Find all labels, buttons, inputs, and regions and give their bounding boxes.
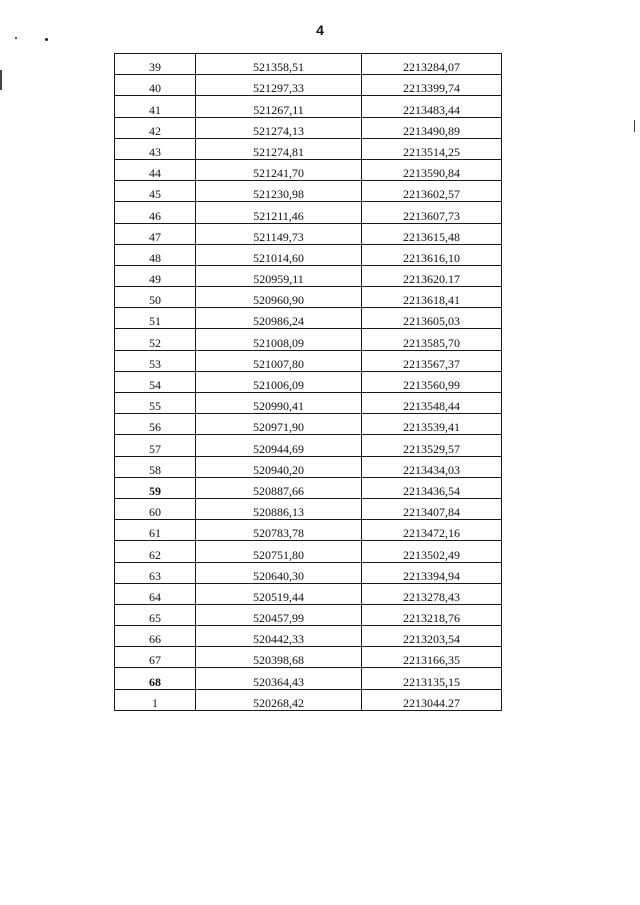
y-coordinate-cell: 2213616,10 <box>362 244 502 265</box>
point-id-cell: 67 <box>115 647 196 668</box>
table-row <box>115 54 502 75</box>
x-coordinate-cell: 520986,24 <box>196 308 362 329</box>
point-id-cell: 41 <box>115 96 196 117</box>
table-row <box>115 138 502 159</box>
table-row <box>115 308 502 329</box>
x-coordinate-cell: 520959,11 <box>196 265 362 286</box>
scan-speck <box>15 37 17 39</box>
y-coordinate-cell: 2213284,07 <box>362 54 502 75</box>
y-coordinate-cell: 2213620.17 <box>362 265 502 286</box>
point-id-cell: 49 <box>115 265 196 286</box>
table-row <box>115 96 502 117</box>
point-id-cell: 58 <box>115 456 196 477</box>
point-id-cell: 39 <box>115 54 196 75</box>
y-coordinate-cell: 2213605,03 <box>362 308 502 329</box>
point-id-cell: 54 <box>115 371 196 392</box>
y-coordinate-cell: 2213135,15 <box>362 668 502 689</box>
y-coordinate-cell: 2213483,44 <box>362 96 502 117</box>
x-coordinate-cell: 521149,73 <box>196 223 362 244</box>
table-row <box>115 626 502 647</box>
x-coordinate-cell: 520886,13 <box>196 498 362 519</box>
x-coordinate-cell: 521297,33 <box>196 75 362 96</box>
y-coordinate-cell: 2213539,41 <box>362 414 502 435</box>
point-id-cell: 56 <box>115 414 196 435</box>
y-coordinate-cell: 2213203,54 <box>362 626 502 647</box>
scan-edge-mark <box>0 70 2 90</box>
y-coordinate-cell: 2213602,57 <box>362 181 502 202</box>
point-id-cell: 45 <box>115 181 196 202</box>
x-coordinate-cell: 521211,46 <box>196 202 362 223</box>
x-coordinate-cell: 520457,99 <box>196 604 362 625</box>
x-coordinate-cell: 520887,66 <box>196 477 362 498</box>
table-row <box>115 604 502 625</box>
point-id-cell: 57 <box>115 435 196 456</box>
x-coordinate-cell: 521230,98 <box>196 181 362 202</box>
point-id-cell: 64 <box>115 583 196 604</box>
x-coordinate-cell: 520519,44 <box>196 583 362 604</box>
y-coordinate-cell: 2213560,99 <box>362 371 502 392</box>
point-id-cell: 42 <box>115 117 196 138</box>
y-coordinate-cell: 2213618,41 <box>362 287 502 308</box>
y-coordinate-cell: 2213590,84 <box>362 159 502 180</box>
point-id-cell: 43 <box>115 138 196 159</box>
y-coordinate-cell: 2213490,89 <box>362 117 502 138</box>
y-coordinate-cell: 2213278,43 <box>362 583 502 604</box>
x-coordinate-cell: 520783,78 <box>196 520 362 541</box>
table-row <box>115 159 502 180</box>
point-id-cell: 50 <box>115 287 196 308</box>
table-row <box>115 689 502 710</box>
y-coordinate-cell: 2213615,48 <box>362 223 502 244</box>
point-id-cell: 51 <box>115 308 196 329</box>
table-row <box>115 371 502 392</box>
point-id-cell: 62 <box>115 541 196 562</box>
x-coordinate-cell: 520940,20 <box>196 456 362 477</box>
y-coordinate-cell: 2213607,73 <box>362 202 502 223</box>
y-coordinate-cell: 2213218,76 <box>362 604 502 625</box>
table-row <box>115 498 502 519</box>
y-coordinate-cell: 2213044.27 <box>362 689 502 710</box>
x-coordinate-cell: 520944,69 <box>196 435 362 456</box>
table-row <box>115 541 502 562</box>
coordinates-table <box>114 53 502 711</box>
table-row <box>115 668 502 689</box>
x-coordinate-cell: 520960,90 <box>196 287 362 308</box>
point-id-cell: 63 <box>115 562 196 583</box>
point-id-cell: 48 <box>115 244 196 265</box>
y-coordinate-cell: 2213529,57 <box>362 435 502 456</box>
scan-speck <box>45 38 48 41</box>
x-coordinate-cell: 520990,41 <box>196 393 362 414</box>
x-coordinate-cell: 520751,80 <box>196 541 362 562</box>
table-row <box>115 181 502 202</box>
x-coordinate-cell: 520640,30 <box>196 562 362 583</box>
point-id-cell: 68 <box>115 668 196 689</box>
table-row <box>115 456 502 477</box>
table-row <box>115 414 502 435</box>
y-coordinate-cell: 2213514,25 <box>362 138 502 159</box>
y-coordinate-cell: 2213434,03 <box>362 456 502 477</box>
table-row <box>115 117 502 138</box>
x-coordinate-cell: 520364,43 <box>196 668 362 689</box>
x-coordinate-cell: 521274,81 <box>196 138 362 159</box>
table-row <box>115 75 502 96</box>
x-coordinate-cell: 521006,09 <box>196 371 362 392</box>
table-row <box>115 244 502 265</box>
point-id-cell: 60 <box>115 498 196 519</box>
x-coordinate-cell: 520971,90 <box>196 414 362 435</box>
table-row <box>115 520 502 541</box>
y-coordinate-cell: 2213394,94 <box>362 562 502 583</box>
y-coordinate-cell: 2213472,16 <box>362 520 502 541</box>
coordinates-table-body <box>115 54 502 711</box>
y-coordinate-cell: 2213407,84 <box>362 498 502 519</box>
point-id-cell: 44 <box>115 159 196 180</box>
point-id-cell: 66 <box>115 626 196 647</box>
x-coordinate-cell: 521241,70 <box>196 159 362 180</box>
y-coordinate-cell: 2213548,44 <box>362 393 502 414</box>
x-coordinate-cell: 521008,09 <box>196 329 362 350</box>
y-coordinate-cell: 2213585,70 <box>362 329 502 350</box>
table-row <box>115 329 502 350</box>
x-coordinate-cell: 521007,80 <box>196 350 362 371</box>
point-id-cell: 52 <box>115 329 196 350</box>
page-number: 4 <box>316 22 324 38</box>
table-row <box>115 265 502 286</box>
table-row <box>115 202 502 223</box>
table-row <box>115 223 502 244</box>
x-coordinate-cell: 520442,33 <box>196 626 362 647</box>
y-coordinate-cell: 2213436,54 <box>362 477 502 498</box>
table-row <box>115 287 502 308</box>
scan-edge-mark <box>634 120 635 132</box>
x-coordinate-cell: 521267,11 <box>196 96 362 117</box>
x-coordinate-cell: 521358,51 <box>196 54 362 75</box>
table-row <box>115 477 502 498</box>
point-id-cell: 40 <box>115 75 196 96</box>
point-id-cell: 59 <box>115 477 196 498</box>
point-id-cell: 53 <box>115 350 196 371</box>
y-coordinate-cell: 2213399,74 <box>362 75 502 96</box>
y-coordinate-cell: 2213502,49 <box>362 541 502 562</box>
x-coordinate-cell: 520398,68 <box>196 647 362 668</box>
table-row <box>115 435 502 456</box>
table-row <box>115 393 502 414</box>
table-row <box>115 562 502 583</box>
x-coordinate-cell: 521274,13 <box>196 117 362 138</box>
point-id-cell: 1 <box>115 689 196 710</box>
table-row <box>115 350 502 371</box>
table-row <box>115 583 502 604</box>
x-coordinate-cell: 520268,42 <box>196 689 362 710</box>
point-id-cell: 65 <box>115 604 196 625</box>
table-row <box>115 647 502 668</box>
y-coordinate-cell: 2213166,35 <box>362 647 502 668</box>
point-id-cell: 61 <box>115 520 196 541</box>
point-id-cell: 55 <box>115 393 196 414</box>
point-id-cell: 47 <box>115 223 196 244</box>
x-coordinate-cell: 521014,60 <box>196 244 362 265</box>
point-id-cell: 46 <box>115 202 196 223</box>
y-coordinate-cell: 2213567,37 <box>362 350 502 371</box>
